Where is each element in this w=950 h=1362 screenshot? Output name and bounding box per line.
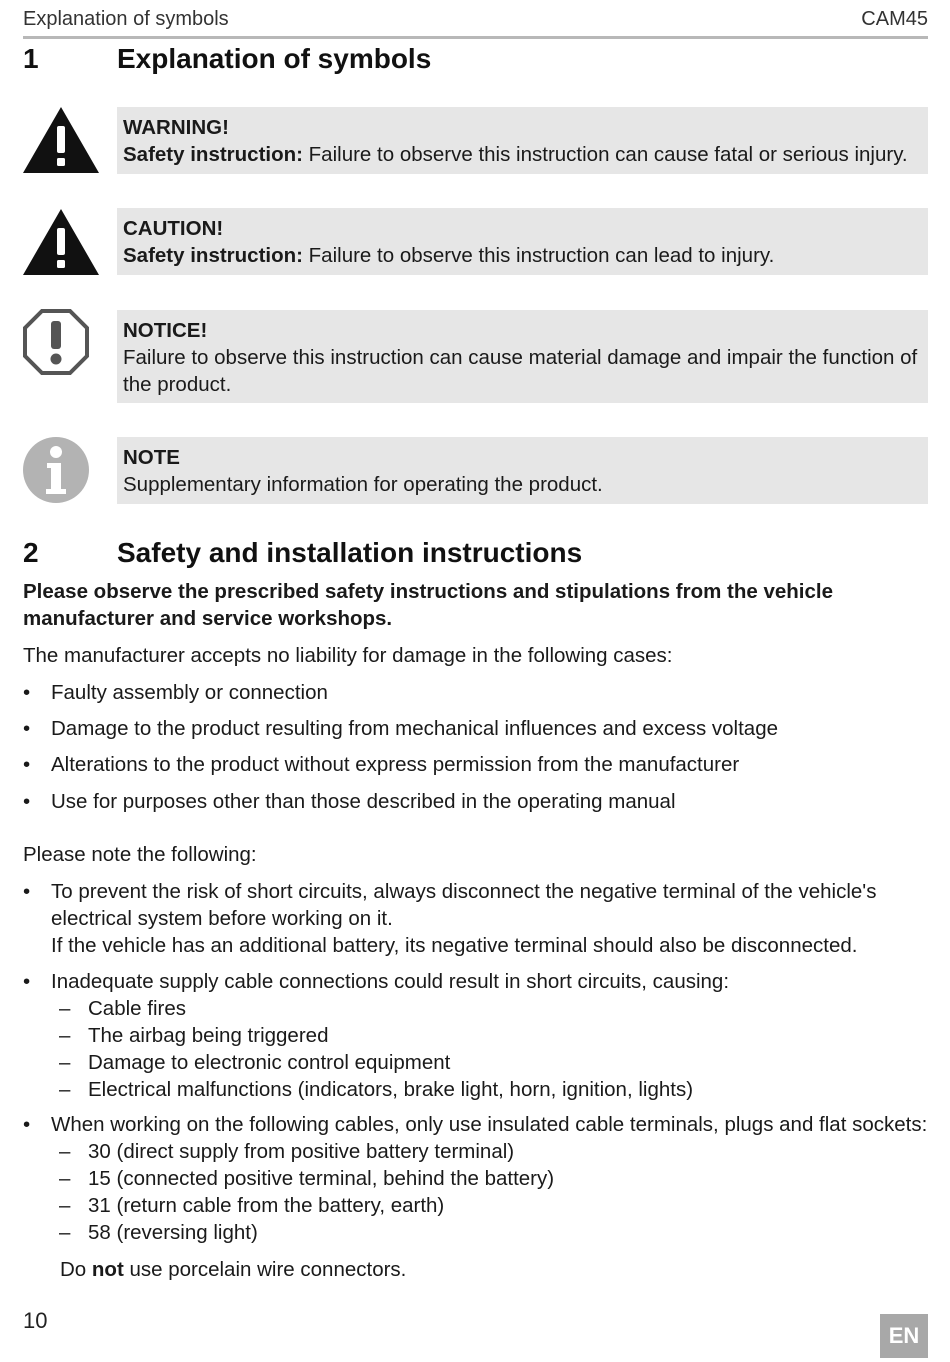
language-badge: EN [880, 1314, 928, 1358]
section-title: Explanation of symbols [117, 43, 432, 74]
note-item-text: Inadequate supply cable connections could result in short circuits, causing: [51, 970, 730, 993]
notice-label: NOTICE! [123, 319, 208, 342]
liability-intro: The manufacturer accepts no liability for damage in the following cases: [23, 644, 673, 667]
caution-box [117, 208, 928, 275]
warning-box [117, 107, 928, 174]
warning-text: Failure to observe this instruction can cause fatal or serious injury. [302, 143, 908, 166]
section-number: 2 [23, 537, 39, 568]
note-item-text: If the vehicle has an additional battery, its negative terminal should also be disconnected. [51, 934, 858, 957]
page-number: 10 [23, 1308, 48, 1333]
header-section-title: Explanation of symbols [23, 8, 229, 30]
note-item-text: To prevent the risk of short circuits, always disconnect the negative terminal of the vehicle's electrical system before working on it. [51, 880, 877, 930]
info-circle-icon [22, 436, 90, 504]
porcelain-note: Do not use porcelain wire connectors. [60, 1258, 407, 1281]
sub-item: – Damage to electronic control equipment [59, 1051, 451, 1074]
bullet-icon: • [23, 970, 31, 993]
caution-prefix: Safety instruction: [123, 244, 303, 267]
bullet-icon: • [23, 717, 31, 740]
caution-triangle-icon [22, 208, 100, 276]
sub-item: – 15 (connected positive terminal, behind the battery) [59, 1167, 555, 1190]
sub-item: – 30 (direct supply from positive battery terminal) [59, 1140, 515, 1163]
intro-bold-paragraph: Please observe the prescribed safety instructions and stipulations from the vehicle manufacturer and service workshops. [23, 580, 834, 630]
sub-item: – 31 (return cable from the battery, earth) [59, 1194, 445, 1217]
header-product-name: CAM45 [861, 8, 928, 30]
note-text: Supplementary information for operating the product. [123, 473, 603, 496]
page-header [23, 6, 928, 39]
note-intro: Please note the following: [23, 843, 257, 866]
section-number: 1 [23, 43, 39, 74]
sub-item: – The airbag being triggered [59, 1024, 329, 1047]
bullet-icon: • [23, 753, 31, 776]
warning-prefix: Safety instruction: [123, 143, 303, 166]
warning-triangle-icon [22, 106, 100, 174]
bullet-icon: • [23, 681, 31, 704]
caution-label: CAUTION! [123, 217, 224, 240]
sub-item: – Electrical malfunctions (indicators, brake light, horn, ignition, lights) [59, 1078, 694, 1101]
sub-item: – 58 (reversing light) [59, 1221, 258, 1244]
caution-text: Failure to observe this instruction can lead to injury. [302, 244, 775, 267]
note-box [117, 437, 928, 504]
warning-label: WARNING! [123, 116, 229, 139]
notice-text: Failure to observe this instruction can cause material damage and impair the function of the product. [123, 346, 918, 396]
bullet-icon: • [23, 880, 31, 903]
notice-octagon-icon [22, 308, 90, 376]
section-title: Safety and installation instructions [117, 537, 583, 568]
note-label: NOTE [123, 446, 180, 469]
note-item-text: When working on the following cables, only use insulated cable terminals, plugs and flat sockets: [51, 1113, 928, 1136]
bullet-icon: • [23, 1113, 31, 1136]
notice-box [117, 310, 928, 403]
sub-item: – Cable fires [59, 997, 186, 1020]
bullet-icon: • [23, 790, 31, 813]
